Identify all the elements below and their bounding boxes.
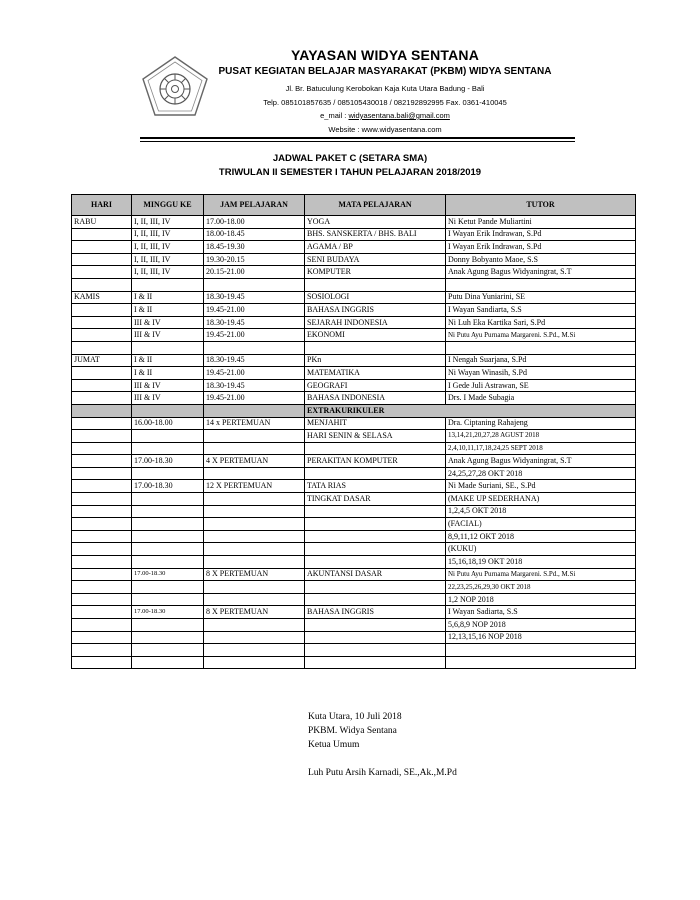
cell-minggu-ke: III & IV <box>132 329 204 342</box>
cell-mata-pelajaran: SEJARAH INDONESIA <box>305 316 446 329</box>
cell-minggu-ke: I & II <box>132 367 204 380</box>
cell-tutor: Anak Agung Bagus Widyaningrat, S.T <box>446 455 636 468</box>
cell-jam: 12 X PERTEMUAN <box>204 480 305 493</box>
cell-minggu-ke <box>132 493 204 506</box>
cell-jam: 20.15-21.00 <box>204 266 305 279</box>
cell-mata-pelajaran: BHS. SANSKERTA / BHS. BALI <box>305 228 446 241</box>
cell-jam: 8 X PERTEMUAN <box>204 606 305 619</box>
table-row <box>72 505 636 518</box>
cell-mata-pelajaran: SOSIOLOGI <box>305 291 446 304</box>
cell-mata-pelajaran: BAHASA INDONESIA <box>305 392 446 405</box>
cell-jam: 8 X PERTEMUAN <box>204 568 305 581</box>
header-minggu-ke: MINGGU KE <box>132 195 204 216</box>
table-row <box>72 266 636 279</box>
cell-mata-pelajaran: PERAKITAN KOMPUTER <box>305 455 446 468</box>
cell-mata-pelajaran <box>305 543 446 556</box>
table-row <box>72 253 636 266</box>
table-row <box>72 316 636 329</box>
cell-hari <box>72 442 132 455</box>
cell-jam <box>204 556 305 569</box>
signature-position: Ketua Umum <box>308 740 360 750</box>
table-row <box>72 455 636 468</box>
cell-tutor: Ni Putu Ayu Purnama Margareni. S.Pd., M.Si <box>446 568 636 581</box>
cell-minggu-ke: 17.00-18.30 <box>132 606 204 619</box>
cell-mata-pelajaran <box>305 619 446 632</box>
schedule-body <box>72 216 636 669</box>
cell-tutor: 8,9,11,12 OKT 2018 <box>446 530 636 543</box>
extracurricular-label: EXTRAKURIKULER <box>305 404 636 417</box>
cell-minggu-ke: 17.00-18.30 <box>132 568 204 581</box>
cell-jam: 19.45-21.00 <box>204 392 305 405</box>
table-row <box>72 291 636 304</box>
cell-tutor: Ni Made Suriani, SE., S.Pd <box>446 480 636 493</box>
cell-hari <box>72 455 132 468</box>
cell-jam: 18.45-19.30 <box>204 241 305 254</box>
cell-hari <box>72 341 132 354</box>
table-row <box>72 467 636 480</box>
cell-tutor: 13,14,21,20,27,28 AGUST 2018 <box>446 430 636 443</box>
cell-mata-pelajaran: MENJAHIT <box>305 417 446 430</box>
cell-mata-pelajaran <box>305 556 446 569</box>
schedule-subtitle: TRIWULAN II SEMESTER I TAHUN PELAJARAN 2018/2019 <box>218 167 482 178</box>
table-row <box>72 379 636 392</box>
table-header-row <box>72 195 636 216</box>
cell-jam <box>204 631 305 644</box>
cell-hari <box>72 430 132 443</box>
cell-minggu-ke <box>132 644 204 657</box>
table-spacer-row <box>72 644 636 657</box>
signature-place-date: Kuta Utara, 10 Juli 2018 <box>308 712 402 722</box>
cell-jam: 18.30-19.45 <box>204 316 305 329</box>
cell-minggu-ke <box>132 442 204 455</box>
cell-hari <box>72 581 132 594</box>
cell-minggu-ke <box>132 341 204 354</box>
header-divider-thick <box>140 137 575 139</box>
cell-mata-pelajaran <box>305 442 446 455</box>
cell-tutor: Donny Bobyanto Maoe, S.S <box>446 253 636 266</box>
cell-minggu-ke: 17.00-18.30 <box>132 480 204 493</box>
cell-hari <box>72 316 132 329</box>
cell-hari <box>72 467 132 480</box>
cell-jam <box>204 430 305 443</box>
schedule-table <box>71 194 636 669</box>
pkbm-name: PUSAT KEGIATAN BELAJAR MASYARAKAT (PKBM) WIDYA SENTANA <box>218 66 552 77</box>
cell-hari <box>72 593 132 606</box>
cell-jam <box>204 341 305 354</box>
cell-jam <box>204 442 305 455</box>
table-row <box>72 241 636 254</box>
cell-jam <box>204 593 305 606</box>
cell-minggu-ke: 16.00-18.00 <box>132 417 204 430</box>
table-row <box>72 631 636 644</box>
cell-tutor: 12,13,15,16 NOP 2018 <box>446 631 636 644</box>
cell-tutor: I Nengah Suarjana, S.Pd <box>446 354 636 367</box>
signature-institution: PKBM. Widya Sentana <box>308 726 397 736</box>
header-jam-pelajaran: JAM PELAJARAN <box>204 195 305 216</box>
cell-jam: 19.30-20.15 <box>204 253 305 266</box>
cell-tutor: Ni Luh Eka Kartika Sari, S.Pd <box>446 316 636 329</box>
org-email-line <box>200 111 570 120</box>
cell-minggu-ke <box>132 467 204 480</box>
cell-tutor: 1,2,4,5 OKT 2018 <box>446 505 636 518</box>
cell-tutor: 5,6,8,9 NOP 2018 <box>446 619 636 632</box>
table-spacer-row <box>72 656 636 669</box>
cell-mata-pelajaran <box>305 518 446 531</box>
header-divider-thin <box>140 141 575 142</box>
cell-jam: 4 X PERTEMUAN <box>204 455 305 468</box>
cell-mata-pelajaran <box>305 631 446 644</box>
cell-hari <box>72 619 132 632</box>
cell-minggu-ke: III & IV <box>132 316 204 329</box>
cell-mata-pelajaran: SENI BUDAYA <box>305 253 446 266</box>
table-row <box>72 228 636 241</box>
cell-minggu-ke: I & II <box>132 304 204 317</box>
signature-name: Luh Putu Arsih Karnadi, SE.,Ak.,M.Pd <box>308 768 457 778</box>
cell-hari <box>72 644 132 657</box>
cell-mata-pelajaran <box>305 278 446 291</box>
cell-minggu-ke <box>132 581 204 594</box>
cell-minggu-ke <box>132 543 204 556</box>
cell-mata-pelajaran: TINGKAT DASAR <box>305 493 446 506</box>
cell-tutor: I Wayan Sandiarta, S.S <box>446 304 636 317</box>
cell-minggu-ke: I, II, III, IV <box>132 241 204 254</box>
org-name: YAYASAN WIDYA SENTANA <box>290 47 480 63</box>
org-address: Jl. Br. Batuculung Kerobokan Kaja Kuta Utara Badung - Bali <box>285 84 485 93</box>
cell-tutor: I Gede Juli Astrawan, SE <box>446 379 636 392</box>
cell-hari: RABU <box>72 216 132 229</box>
cell-tutor: 22,23,25,26,29,30 OKT 2018 <box>446 581 636 594</box>
cell-jam <box>204 656 305 669</box>
cell-hari <box>72 606 132 619</box>
cell-hari <box>72 253 132 266</box>
cell-hari <box>72 656 132 669</box>
cell-tutor: 1,2 NOP 2018 <box>446 593 636 606</box>
cell-hari: KAMIS <box>72 291 132 304</box>
cell-minggu-ke <box>132 530 204 543</box>
table-row <box>72 392 636 405</box>
table-row <box>72 367 636 380</box>
cell-mata-pelajaran: PKn <box>305 354 446 367</box>
cell-hari <box>72 530 132 543</box>
cell-hari <box>72 417 132 430</box>
cell-jam <box>204 518 305 531</box>
table-row <box>72 581 636 594</box>
cell-jam: 17.00-18.00 <box>204 216 305 229</box>
cell-jam: 18.30-19.45 <box>204 354 305 367</box>
cell-hari <box>72 556 132 569</box>
cell-mata-pelajaran <box>305 593 446 606</box>
cell-mata-pelajaran: AGAMA / BP <box>305 241 446 254</box>
cell-minggu-ke <box>132 656 204 669</box>
cell-minggu-ke: I & II <box>132 291 204 304</box>
cell-hari <box>72 543 132 556</box>
table-row <box>72 216 636 229</box>
cell-tutor: Ni Wayan Winasih, S.Pd <box>446 367 636 380</box>
cell-mata-pelajaran <box>305 505 446 518</box>
header-mata-pelajaran: MATA PELAJARAN <box>305 195 446 216</box>
cell-mata-pelajaran: BAHASA INGGRIS <box>305 304 446 317</box>
cell-hari <box>72 278 132 291</box>
cell-jam: 18.30-19.45 <box>204 379 305 392</box>
table-spacer-row <box>72 278 636 291</box>
cell-hari <box>72 304 132 317</box>
cell-hari: JUMAT <box>72 354 132 367</box>
cell-jam <box>204 467 305 480</box>
cell-tutor <box>446 656 636 669</box>
cell-hari <box>72 228 132 241</box>
cell-tutor: 15,16,18,19 OKT 2018 <box>446 556 636 569</box>
cell-tutor: Ni Ketut Pande Muliartini <box>446 216 636 229</box>
cell-minggu-ke: 17.00-18.30 <box>132 455 204 468</box>
org-phone: Telp. 085101857635 / 085105430018 / 082192892995 Fax. 0361-410045 <box>263 98 507 107</box>
table-row <box>72 442 636 455</box>
cell-jam <box>204 278 305 291</box>
cell-hari <box>72 367 132 380</box>
table-row <box>72 417 636 430</box>
table-row <box>72 304 636 317</box>
cell-minggu-ke: III & IV <box>132 379 204 392</box>
cell-hari <box>72 392 132 405</box>
cell-tutor: Anak Agung Bagus Widyaningrat, S.T <box>446 266 636 279</box>
table-row <box>72 530 636 543</box>
extracurricular-header-row <box>72 404 636 417</box>
table-row <box>72 556 636 569</box>
cell-tutor: 24,25,27,28 OKT 2018 <box>446 467 636 480</box>
cell-mata-pelajaran: AKUNTANSI DASAR <box>305 568 446 581</box>
cell-minggu-ke: I & II <box>132 354 204 367</box>
cell-mata-pelajaran: YOGA <box>305 216 446 229</box>
cell-minggu-ke: III & IV <box>132 392 204 405</box>
cell-jam <box>204 530 305 543</box>
table-row <box>72 430 636 443</box>
cell-mata-pelajaran <box>305 581 446 594</box>
cell-tutor <box>446 341 636 354</box>
cell-hari <box>72 241 132 254</box>
cell-mata-pelajaran: GEOGRAFI <box>305 379 446 392</box>
extracurricular-header-blank <box>204 404 305 417</box>
cell-mata-pelajaran <box>305 467 446 480</box>
cell-tutor: (FACIAL) <box>446 518 636 531</box>
cell-tutor <box>446 644 636 657</box>
cell-tutor: (MAKE UP SEDERHANA) <box>446 493 636 506</box>
table-row <box>72 543 636 556</box>
cell-tutor: Ni Putu Ayu Purnama Margareni. S.Pd., M.Si <box>446 329 636 342</box>
email-label: e_mail : <box>320 111 349 120</box>
cell-tutor: Drs. I Made Subagia <box>446 392 636 405</box>
cell-jam: 19.45-21.00 <box>204 367 305 380</box>
cell-tutor: Putu Dina Yuniarini, SE <box>446 291 636 304</box>
cell-minggu-ke <box>132 518 204 531</box>
header-hari: HARI <box>72 195 132 216</box>
cell-minggu-ke: I, II, III, IV <box>132 216 204 229</box>
cell-mata-pelajaran: TATA RIAS <box>305 480 446 493</box>
cell-jam: 18.00-18.45 <box>204 228 305 241</box>
header-tutor: TUTOR <box>446 195 636 216</box>
table-row <box>72 593 636 606</box>
table-row <box>72 354 636 367</box>
cell-jam <box>204 505 305 518</box>
cell-jam <box>204 619 305 632</box>
cell-hari <box>72 266 132 279</box>
cell-hari <box>72 505 132 518</box>
cell-mata-pelajaran <box>305 530 446 543</box>
cell-minggu-ke <box>132 278 204 291</box>
cell-hari <box>72 631 132 644</box>
cell-jam: 18.30-19.45 <box>204 291 305 304</box>
cell-minggu-ke: I, II, III, IV <box>132 253 204 266</box>
cell-jam: 14 x PERTEMUAN <box>204 417 305 430</box>
cell-mata-pelajaran: BAHASA INGGRIS <box>305 606 446 619</box>
cell-tutor: 2,4,10,11,17,18,24,25 SEPT 2018 <box>446 442 636 455</box>
cell-mata-pelajaran: EKONOMI <box>305 329 446 342</box>
cell-tutor: Dra. Ciptaning Rahajeng <box>446 417 636 430</box>
cell-hari <box>72 518 132 531</box>
cell-hari <box>72 379 132 392</box>
table-row <box>72 493 636 506</box>
cell-hari <box>72 329 132 342</box>
cell-mata-pelajaran: HARI SENIN & SELASA <box>305 430 446 443</box>
cell-tutor: I Wayan Sadiarta, S.S <box>446 606 636 619</box>
cell-hari <box>72 493 132 506</box>
org-website: Website : www.widyasentana.com <box>328 125 442 134</box>
cell-jam <box>204 493 305 506</box>
extracurricular-header-blank <box>72 404 132 417</box>
table-row <box>72 619 636 632</box>
cell-jam: 19.45-21.00 <box>204 329 305 342</box>
cell-minggu-ke <box>132 505 204 518</box>
cell-mata-pelajaran <box>305 644 446 657</box>
cell-jam <box>204 581 305 594</box>
cell-hari <box>72 480 132 493</box>
cell-minggu-ke <box>132 593 204 606</box>
cell-minggu-ke: I, II, III, IV <box>132 266 204 279</box>
table-spacer-row <box>72 341 636 354</box>
cell-jam <box>204 644 305 657</box>
cell-hari <box>72 568 132 581</box>
cell-minggu-ke: I, II, III, IV <box>132 228 204 241</box>
cell-mata-pelajaran <box>305 341 446 354</box>
cell-minggu-ke <box>132 556 204 569</box>
schedule-title: JADWAL PAKET C (SETARA SMA) <box>272 153 428 164</box>
cell-mata-pelajaran: KOMPUTER <box>305 266 446 279</box>
cell-mata-pelajaran: MATEMATIKA <box>305 367 446 380</box>
extracurricular-header-blank <box>132 404 204 417</box>
cell-mata-pelajaran <box>305 656 446 669</box>
cell-tutor: I Wayan Erik Indrawan, S.Pd <box>446 228 636 241</box>
table-row <box>72 329 636 342</box>
email-link[interactable]: widyasentana.bali@gmail.com <box>348 111 450 120</box>
cell-minggu-ke <box>132 619 204 632</box>
table-row <box>72 518 636 531</box>
cell-minggu-ke <box>132 430 204 443</box>
table-row <box>72 480 636 493</box>
cell-minggu-ke <box>132 631 204 644</box>
cell-jam: 19.45-21.00 <box>204 304 305 317</box>
cell-tutor: (KUKU) <box>446 543 636 556</box>
table-row <box>72 606 636 619</box>
cell-tutor <box>446 278 636 291</box>
cell-jam <box>204 543 305 556</box>
table-row <box>72 568 636 581</box>
cell-tutor: I Wayan Erik Indrawan, S.Pd <box>446 241 636 254</box>
